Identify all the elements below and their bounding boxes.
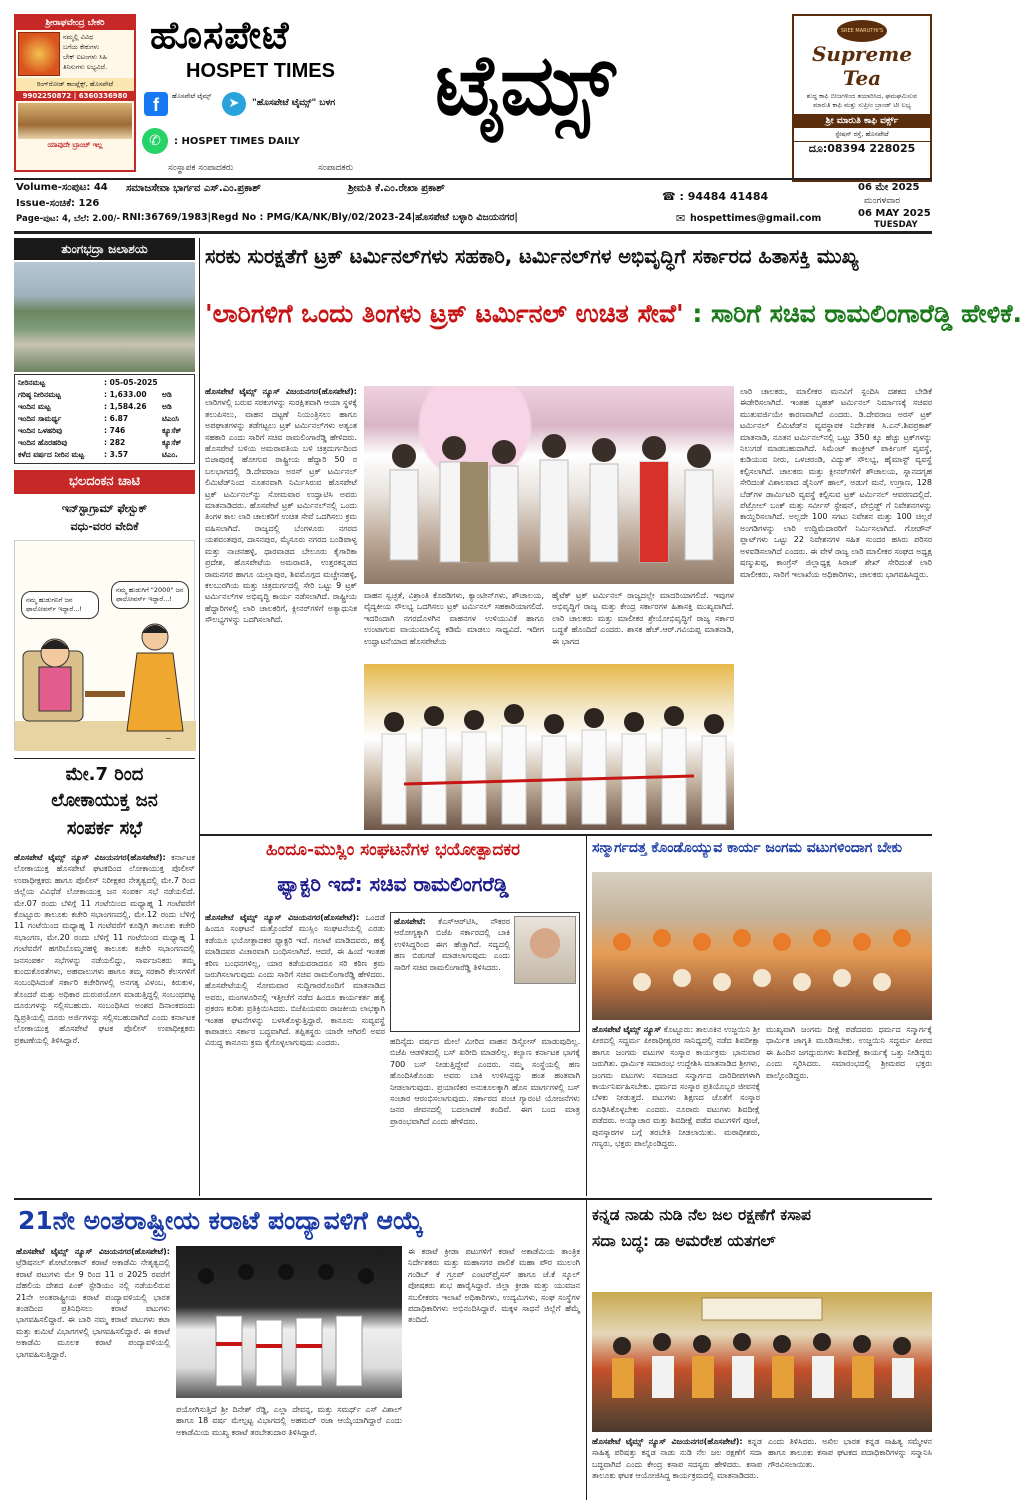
sanmarga-col2: ಮುಖ್ಯವಾಗಿ ಜಂಗಮ ದೀಕ್ಷೆ ಪಡೆದವರು ಧರ್ಮದ ಸನ್ಮಾರ್ಗಕ್ಕೆ ಧಾರ್ಮಿಕ ಜಾಗೃತಿ ಮೂಡಿಸಬೇಕು. ಉಜ್ಜಯಿನಿ ಸದ್ಧರ್ಮ ಪೀಠದ ಈ ಹಿಂದಿನ ಜಗದ್ಗುರುಗಳು ಶಿವದೀಕ್ಷೆ ಕಾರ್ಯಕ್ಕೆ ಒತ್ತು ನೀಡಿದ್ದರು ಎಂದು ಸ್ಮರಿಸಿದರು. ಸಮಾರಂಭದಲ್ಲಿ ಶ್ರೀಮಠದ ಭಕ್ತರು ಪಾಲ್ಗೊಂಡಿದ್ದರು. bbox=[766, 1025, 932, 1080]
dam-row bbox=[18, 389, 191, 401]
ad-line: ಬಗೆಯ ಕೇಕುಗಳು bbox=[63, 43, 100, 51]
speech-bubble-left: ನಮ್ಮ ಹುಡುಗನಿಗೆ ಜನ ಫಾಲೋವರ್ಸ್ ಇದ್ದಾರೆ...! bbox=[21, 591, 99, 619]
masthead-rule bbox=[14, 178, 932, 180]
minister-photo bbox=[514, 916, 576, 984]
kasapa-body: ಕನ್ನಡ ಸಾಹಿತ್ಯ ಪರಿಷತ್ತು ಕನ್ನಡ ನಾಡು ನುಡಿ ನೆಲ ಜಲ ರಕ್ಷಣೆಗೆ ಸದಾ ಬದ್ಧವಾಗಿದೆ ಎಂದು ಕೇಂದ್ರ ಕಸಾಪ ಸದಸ್ಯರು ಹೇಳಿದರು. ಕಸಾಪ ತಾಲೂಕು ಘಟಕ ಆಯೋಜಿಸಿದ್ದ ಕಾರ್ಯಕ್ರಮದಲ್ಲಿ ಮಾತನಾಡಿದರು. bbox=[592, 1437, 762, 1481]
ad-bakery-title: ಶ್ರೀರಾಘವೇಂದ್ರ ಬೇಕರಿ bbox=[16, 16, 134, 30]
whatsapp-label: : HOSPET TIMES DAILY bbox=[174, 136, 300, 147]
lead-headline2-attrib: : ಸಾರಿಗೆ ಸಚಿವ ರಾಮಲಿಂಗಾರೆಡ್ಡಿ ಹೇಳಿಕೆ. bbox=[683, 299, 1022, 328]
dam-table bbox=[14, 374, 195, 464]
dam-row-value: : 1,584.26 bbox=[104, 402, 147, 411]
day-kn: ಮಂಗಳವಾರ bbox=[864, 196, 901, 206]
crowd-graphic bbox=[364, 664, 734, 830]
lead-col2a: ವಾಹನ ಸ್ವಚ್ಛತೆ, ವಿಶ್ರಾಂತಿ ಕೊಠಡಿಗಳು, ಕ್ಯಾಂಟೀನ್‌ಗಳು, ಶೌಚಾಲಯ, ವೈದ್ಯಕೀಯ ಸೌಲಭ್ಯ ಒದಗಿಸಲು ಟ್ರಕ್ ಟರ್ಮಿನಲ್ ಸಹಕಾರಿಯಾಗಲಿದೆ. ಇದರಿಂದಾಗಿ ನಗರದೊಳಗಿನ ವಾಹನಗಳ ಉಳಿಯುವಿಕೆ ಹಾಗೂ ಉಂಟಾಗುವ ವಾಯುಮಾಲಿನ್ಯ ಕಡಿಮೆ ಮಾಡಲು ಸಾಧ್ಯವಿದೆ. ಇದೀಗ ಉದ್ಘಾಟನೆಯಾದ ಹೊಸಪೇಟೆಯ bbox=[364, 591, 544, 646]
hm-col1 bbox=[205, 912, 385, 1196]
hm-col1-text: ಒಂದಡೆ ಹಿಂದೂ ಸಂಘಟನೆ ಮತ್ತೊಂದೆಡೆ ಮುಸ್ಲಿಂ ಸಂಘಟನೆಯಲ್ಲಿ ಎರಡು ಕಡೆಯೂ ಭಯೋತ್ಪಾದಕರ ಫ್ಯಾಕ್ಟರಿ ಇದೆ. ಗಲಾಟೆ ಮಾಡಿದವರು, ಹತ್ಯೆ ಮಾಡಿದವರ ವಿಚಾರವಾಗಿ ಬಂಧಿಸಲಾಗಿದೆ. ಆದರೆ, ಈ ಹಿಂದೆ ಇಂತಹ ಕಠಿಣ ಬಂಧನಗಳಿಲ್ಲ, ಯಾರ ಕಡೆಯವರಾದರೂ ಸರಿ ಕಠಿಣ ಕ್ರಮ ಜರುಗಿಸಲಾಗುವುದು ಎಂದು ಸಾರಿಗೆ ಸಚಿವ ರಾಮಲಿಂಗಾರೆಡ್ಡಿ ಹೇಳಿದರು. ಹೊಸಪೇಟೆಯಲ್ಲಿ ಸೋಮವಾರ ಸುದ್ದಿಗಾರರೊಂದಿಗೆ ಮಾತನಾಡಿದ ಅವರು, ಮಂಗಳೂರಿನಲ್ಲಿ ಇತ್ತೀಚೆಗೆ ನಡೆದ ಹಿಂದೂ ಕಾರ್ಯಕರ್ತ ಹತ್ಯೆ ಪ್ರಕರಣ ಕುರಿತು ಪ್ರತಿಕ್ರಿಯಿಸಿದರು. ಬಿಜೆಪಿಯವರು ರಾಜಕೀಯ ಲಾಭಕ್ಕಾಗಿ ಇಂತಹ ಘಟನೆಗಳನ್ನು ಬಳಸಿಕೊಳ್ಳುತ್ತಿದ್ದಾರೆ. ಕಾನೂನು ಸುವ್ಯವಸ್ಥೆ ಕಾಪಾಡಲು ಸರ್ಕಾರ ಬದ್ಧವಾಗಿದೆ. ತಪ್ಪಿತಸ್ಥರು ಯಾರೇ ಆಗಿರಲಿ ಅವರ ವಿರುದ್ಧ ಕಾನೂನು ಕ್ರಮ ಕೈಗೊಳ್ಳಲಾಗುವುದು ಎಂದರು. bbox=[205, 913, 386, 1048]
lead-photo-top bbox=[364, 386, 734, 584]
lead-headline1: ಸರಕು ಸುರಕ್ಷತೆಗೆ ಟ್ರಕ್ ಟರ್ಮಿನಲ್‌ಗಳು ಸಹಕಾರಿ, ಟರ್ಮಿನಲ್‌ಗಳ ಅಭಿವೃದ್ಧಿಗೆ ಸರ್ಕಾರದ ಹಿತಾಸಕ್ತಿ ಮುಖ್ಯ bbox=[205, 245, 859, 268]
felicitation-group-graphic bbox=[592, 1292, 932, 1432]
hm-col2: ಹದಿನೈದು ವರ್ಷದ ಮೇಲೆ ಮೀರಿದ ವಾಹನ ಡಿಸ್ಪೋಸ್ ಮಾಡುವುದಿಲ್ಲ. ಬಿಜೆಪಿ ಆಡಳಿತದಲ್ಲಿ ಬಸ್ ಖರೀದಿ ಮಾಡಲಿಲ್ಲ. ಕಲ್ಯಾಣ ಕರ್ನಾಟಕ ಭಾಗಕ್ಕೆ 700 ಬಸ್ ನೀಡುತ್ತಿದ್ದೇವೆ ಎಂದರು. ನಮ್ಮ ಸಂಸ್ಥೆಯಲ್ಲಿ ಹಣ ಹೊಂದಿಸಿಕೊಂಡು ಅವರು ಬಾಕಿ ಉಳಿಸಿದ್ದನ್ನು ಹಂತ ಹಂತವಾಗಿ ನೀಡಲಾಗುವುದು. ಪ್ರಯಾಣಿಕರ ಅನುಕೂಲಕ್ಕಾಗಿ ಹೊಸ ಮಾರ್ಗಗಳಲ್ಲಿ ಬಸ್ ಸಂಚಾರ ಆರಂಭಿಸಲಾಗುವುದು. ಸರ್ಕಾರದ ಪಂಚ ಗ್ಯಾರಂಟಿ ಯೋಜನೆಗಳು ಜನರ ಜೀವನದಲ್ಲಿ ಬದಲಾವಣೆ ತಂದಿವೆ. ಈಗ ಬಂದ ಮಾತ್ರ ಪ್ರಾರಂಭವಾಗಿದೆ ಎಂದು ಹೇಳಿದರು. bbox=[390, 1037, 580, 1126]
ad-tea[interactable] bbox=[792, 14, 932, 182]
dam-row-label: ಇಂದಿನ ಸಾಮರ್ಥ್ಯ bbox=[18, 414, 62, 423]
sanmarga-headline: ಸನ್ಮಾರ್ಗದತ್ತ ಕೊಂಡೊಯ್ಯುವ ಕಾರ್ಯ ಜಂಗಮ ವಟುಗಳಿಂದಾಗ ಬೇಕು bbox=[592, 840, 903, 856]
masthead-title-kn: ಹೊಸಪೇಟೆ bbox=[150, 12, 290, 57]
telegram-label: "ಹೊಸಪೇಟೆ ಟೈಮ್ಸ್" ಬಳಗ bbox=[252, 98, 336, 108]
cake-image bbox=[18, 103, 132, 139]
karate-headline: 21ನೇ ಅಂತರಾಷ್ಟ್ರೀಯ ಕರಾಟೆ ಪಂದ್ಯಾವಳಿಗೆ ಆಯ್ಕೆ bbox=[18, 1206, 424, 1235]
col-divider-low bbox=[586, 1200, 587, 1500]
dam-row-value: : 282 bbox=[104, 438, 126, 447]
dam-title: ತುಂಗಭದ್ರಾ ಜಲಾಶಯ bbox=[14, 238, 195, 260]
facebook-icon[interactable]: f bbox=[144, 92, 168, 116]
dam-row-label: ಗರಿಷ್ಠ ನೀರಿನಮಟ್ಟ bbox=[18, 390, 61, 399]
dam-row-unit: ಟಿಎಂ. bbox=[162, 450, 178, 459]
editor-label: ಸಂಪಾದಕರು bbox=[318, 163, 354, 173]
dam-row-value: : 1,633.00 bbox=[104, 390, 147, 399]
kasapa-byline: ಹೊಸಪೇಟೆ ಟೈಮ್ಸ್ ನ್ಯೂಸ್ ವಿಜಯನಗರ(ಹೊಸಪೇಟೆ): bbox=[592, 1437, 743, 1446]
tea-company: ಶ್ರೀ ಮಾರುತಿ ಕಾಫಿ ವರ್ಕ್ಸ್ bbox=[794, 114, 930, 128]
sanmarga-body: ಕೊಟ್ಟೂರು: ತಾಲೂಕಿನ ಉಜ್ಜಯಿನಿ ಶ್ರೀ ಪೀಠದಲ್ಲಿ ಸದ್ಧರ್ಮ ಪೀಠಾಧೀಶ್ವರರ ಸಾನಿಧ್ಯದಲ್ಲಿ ನಡೆದ ಶಿವದೀಕ್ಷಾ ಹಾಗೂ ಜಂಗಮ ವಟುಗಳ ಸಂಸ್ಕಾರ ಕಾರ್ಯಕ್ರಮ ಭಾನುವಾರ ಜರುಗಿತು. ಧಾರ್ಮಿಕ ಸಮಾರಂಭ ಉದ್ದೇಶಿಸಿ ಮಾತನಾಡಿದ ಶ್ರೀಗಳು, ಜಂಗಮ ವಟುಗಳು ಸಮಾಜದ ಸನ್ಮಾರ್ಗದ ದಾರಿದೀಪಗಳಾಗಿ ಕಾರ್ಯನಿರ್ವಹಿಸಬೇಕು. ಧರ್ಮದ ಸಂಸ್ಕಾರ ಪ್ರತಿಯೊಬ್ಬರ ಜೀವನಕ್ಕೆ ಬೆಳಕು ನೀಡುತ್ತದೆ. ವಟುಗಳು ಶಿಕ್ಷಣದ ಜೊತೆಗೆ ಸಂಸ್ಕಾರ ರೂಢಿಸಿಕೊಳ್ಳಬೇಕು ಎಂದರು. ನೂರಾರು ವಟುಗಳು ಶಿವದೀಕ್ಷೆ ಪಡೆದರು. ಅಯ್ಯಾಚಾರ ಮತ್ತು ಶಿವದೀಕ್ಷೆ ಪಡೆದ ವಟುಗಳಿಗೆ ಪೂಜೆ, ಪುನಸ್ಕಾರಗಳ ಬಗ್ಗೆ ತರಬೇತಿ ನೀಡಲಾಯಿತು. ಮಠಾಧೀಶರು, ಗಣ್ಯರು, ಭಕ್ತರು ಪಾಲ್ಗೊಂಡಿದ್ದರು. bbox=[592, 1025, 760, 1149]
cartoon-panel bbox=[14, 540, 195, 750]
kasapa-headline1: ಕನ್ನಡ ನಾಡು ನುಡಿ ನೆಲ ಜಲ ರಕ್ಷಣೆಗೆ ಕಸಾಪ bbox=[592, 1206, 811, 1224]
tea-address: ಸ್ಟೇಷನ್ ರಸ್ತೆ, ಹೊಸಪೇಟೆ bbox=[835, 130, 889, 138]
section-rule-low bbox=[14, 1198, 932, 1200]
col-divider-left bbox=[199, 238, 200, 1196]
email-icon[interactable]: ✉ bbox=[676, 212, 686, 225]
date-kn: 06 ಮೇ 2025 bbox=[858, 182, 920, 193]
masthead-title-en: HOSPET TIMES bbox=[186, 60, 335, 82]
date-en: 06 MAY 2025 bbox=[858, 208, 931, 219]
dam-row bbox=[18, 425, 191, 437]
cartoon-title: ಭಲದಂಕನ ಚಾಟಿ bbox=[14, 470, 195, 494]
lokayukta-title1: ಮೇ.7 ರಿಂದ bbox=[65, 764, 144, 785]
dam-row-value: : 746 bbox=[104, 426, 126, 435]
dam-row-label: ಇಂದಿನ ಒಳಹರಿವು bbox=[18, 426, 63, 435]
speech-bubble-right: ನಮ್ಮ ಹುಡುಗಿಗೆ "2000" ಜನ ಫಾಲೋವರ್ಸ್ ಇದ್ದಾರೆ...! bbox=[111, 581, 189, 609]
day-en: TUESDAY bbox=[874, 220, 918, 230]
tea-desc: ಶುದ್ಧ ಕಾಫಿ ಬೀಜಗಳಿಂದ ತಯಾರಿಸಿದ, ಘಮಘಮಿಸುವ ಮಾರುತಿ ಕಾಫಿ ಮತ್ತು ಸುಪ್ರೀಂ ಬ್ರಾಂಡ್ ಟೀ ಲಭ್ಯ bbox=[806, 92, 918, 109]
dam-row-value: : 05-05-2025 bbox=[104, 378, 158, 387]
volume: Volume-ಸಂಪುಟ: 44 bbox=[16, 182, 108, 193]
sanmarga-photo bbox=[592, 872, 932, 1020]
email[interactable]: hospettimes@gmail.com bbox=[690, 213, 822, 224]
hm-quote-box bbox=[390, 912, 580, 1032]
lokayukta-body: ಕರ್ನಾಟಕ ಲೋಕಾಯುಕ್ತ ಹೊಸಪೇಟೆ ಘಟಕದಿಂದ ಲೋಕಾಯುಕ್ತ ಪೊಲೀಸ್ ಉಪಾಧೀಕ್ಷಕರು ಹಾಗೂ ಪೊಲೀಸ್ ನಿರೀಕ್ಷಕರ ನೇತೃತ್ವದಲ್ಲಿ ಮೇ.7 ರಿಂದ ಜಿಲ್ಲೆಯ ವಿವಿಧೆಡೆ ಲೋಕಾಯುಕ್ತ ಜನ ಸಂಪರ್ಕ ಸಭೆ ನಡೆಯಲಿದೆ. ಮೇ.07 ರಂದು ಬೆಳಿಗ್ಗೆ 11 ಗಂಟೆಯಿಂದ ಮಧ್ಯಾಹ್ನ 1 ಗಂಟೆವರೆಗೆ ಕೊಟ್ಟೂರು ತಾಲೂಕು ಕಚೇರಿ ಸಭಾಂಗಣದಲ್ಲಿ, ಮೇ.12 ರಂದು ಬೆಳಿಗ್ಗೆ 11 ಗಂಟೆಯಿಂದ ಮಧ್ಯಾಹ್ನ 1 ಗಂಟೆವರೆಗೆ ಕೂಡ್ಲಿಗಿ ತಾಲೂಕು ಕಚೇರಿ ಸಭಾಂಗಣ, ಮೇ.20 ರಂದು ಬೆಳಿಗ್ಗೆ 11 ಗಂಟೆಯಿಂದ ಮಧ್ಯಾಹ್ನ 1 ಗಂಟೆವರೆಗೆ ಹಗರಿಬೊಮ್ಮನಹಳ್ಳಿ ತಾಲೂಕು ಕಚೇರಿ ಸಭಾಂಗಣದಲ್ಲಿ ಜನಸಂಪರ್ಕ ಸಭೆಗಳನ್ನು ನಡೆಯಲಿದ್ದು, ಸಾರ್ವಜನಿಕರು ತಮ್ಮ ಕುಂದುಕೊರತೆಗಳು, ಅಹವಾಲುಗಳು ಹಾಗೂ ತಮ್ಮ ಸರಕಾರಿ ಕೆಲಸಗಳಿಗೆ ಸಂಬಂಧಿಸಿದಂತೆ ಸರ್ಕಾರಿ ಕಚೇರಿಗಳಲ್ಲಿ ಅನಗತ್ಯ ವಿಳಂಬ, ಕಿರುಕುಳ, ತೊಂದರೆ ಮತ್ತು ಅಧಿಕಾರ ದುರುಪಯೋಗ ಮಾಡುತ್ತಿದ್ದಲ್ಲಿ ಸಂಬಂಧಪಟ್ಟ ದೂರುಗಳನ್ನು ಸಲ್ಲಿಸಬಹುದು. ಸಂಬಂಧಿಸಿದ ಅಂಶದ ದಿನಾಂಕದಂದು ದ್ವಿಪ್ರತಿಯಲ್ಲಿ ದೂರು ಅರ್ಜಿಗಳನ್ನು ಸಲ್ಲಿಸಬಹುದಾಗಿದೆ ಎಂದು ಕರ್ನಾಟಕ ಲೋಕಾಯುಕ್ತ ಹೊಸಪೇಟೆ ಘಟಕ ಪೊಲೀಸ್ ಉಪಾಧೀಕ್ಷಕರು ಪ್ರಕಟಣೆಯಲ್ಲಿ ತಿಳಿಸಿದ್ದಾರೆ. bbox=[14, 853, 196, 1045]
ad-bakery-address: ರಿಂಗ್‌ರೋಡ್ ಕಾಂಪ್ಲೆಕ್ಸ್, ಹೊಸಪೇಟೆ bbox=[16, 78, 134, 91]
cartoon-drawing bbox=[15, 541, 196, 751]
lead-col1-text: ಲಾರಿಗಳಲ್ಲಿ ಬರುವ ಸರಕುಗಳನ್ನು ಸುರಕ್ಷಿತವಾಗಿ ಆಯಾ ಸ್ಥಳಕ್ಕೆ ತಲುಪಿಸಲು, ವಾಹನ ದಟ್ಟಣೆ ನಿಯಂತ್ರಿಸಲು ಹಾಗೂ ಅಪಘಾತಗಳನ್ನು ತಡೆಗಟ್ಟಲು ಟ್ರಕ್ ಟರ್ಮಿನಲ್‌ಗಳು ಅತ್ಯಂತ ಸಹಕಾರಿ ಎಂದು ಸಾರಿಗೆ ಸಚಿವ ರಾಮಲಿಂಗಾರೆಡ್ಡಿ ಹೇಳಿದರು. ಹೊಸಪೇಟೆ ಬಳಿಯ ಅಮರಾವತಿಯ ಬಳಿ ಚಿತ್ರದುರ್ಗದಿಂದ ಬಿಜಾಪುರಕ್ಕೆ ಹೋಗುವ ರಾಷ್ಟ್ರೀಯ ಹೆದ್ದಾರಿ 50 ರ ಬಲಭಾಗದಲ್ಲಿ ಡಿ.ದೇವರಾಜ ಅರಸ್ ಟ್ರಕ್ ಟರ್ಮಿನಲ್ ಲಿಮಿಟೆಡ್‌ನಿಂದ ನೂತನವಾಗಿ ನಿರ್ಮಿಸಿರುವ ಹೊಸಪೇಟೆ ಟ್ರಕ್ ಟರ್ಮಿನಲ್‌ನ್ನು ಸೋಮವಾರ ಉದ್ಘಾಟಿಸಿ ಅವರು ಮಾತನಾಡಿದರು. ಹೊಸಪೇಟೆ ಟ್ರಕ್ ಟರ್ಮಿನಲ್‌ನಲ್ಲಿ ಒಂದು ತಿಂಗಳ ಕಾಲ ಲಾರಿ ಚಾಲಕರಿಗೆ ಉಚಿತ ಸೇವೆ ಒದಗಿಸಲು ಕ್ರಮ ವಹಿಸಲಾಗಿದೆ. ರಾಜ್ಯದಲ್ಲಿ ಬೆಂಗಳೂರು ನಗರದ ಯಶವಂತಪುರ, ದಾಸನಪುರ, ಮೈಸೂರು ನಗರದ ಬಂಡಿಪಾಳ್ಯ ಮತ್ತು ನಾಚನಹಳ್ಳಿ, ಧಾರವಾಡದ ಬೇಲೂರು ಕೈಗಾರಿಕಾ ಪ್ರದೇಶ, ಹೊಸಪೇಟೆಯ ಅಮರಾವತಿ, ಉತ್ತರಕನ್ನಡದ ರಾಮನಗರ ಹಾಗೂ ಯಲ್ಲಾಪುರ, ಶಿವಮೊಗ್ಗದ ಮಚ್ಚೇನಹಳ್ಳಿ, ಕಲಬುರಗಿಯ ಮತ್ತು ಚಿತ್ರದುರ್ಗದಲ್ಲಿ ಸೇರಿ ಒಟ್ಟು 9 ಟ್ರಕ್ ಟರ್ಮಿನಲ್‌ಗಳ ಅಭಿವೃದ್ಧಿ ಕಾರ್ಯ ನಡೆಸಲಾಗಿದೆ. ರಾಷ್ಟ್ರೀಯ ಹೆದ್ದಾರಿಗಳಲ್ಲಿ ಲಾರಿ ಚಾಲಕರಿಗೆ, ಕ್ಲೀನರ್‌ಗಳಿಗೆ ಅತ್ಯಾಧುನಿಕ ಸೌಲಭ್ಯಗಳನ್ನು ಒದಗಿಸಲಾಗಿದೆ. bbox=[205, 398, 357, 625]
hm-byline: ಹೊಸಪೇಟೆ ಟೈಮ್ಸ್ ನ್ಯೂಸ್ ವಿಜಯನಗರ(ಹೊಸಪೇಟೆ): bbox=[205, 913, 360, 922]
seated-gathering-graphic bbox=[592, 872, 932, 1020]
dam-row-unit: ಅಡಿ bbox=[162, 402, 172, 411]
lokayukta-title3: ಸಂಪರ್ಕ ಸಭೆ bbox=[66, 818, 143, 839]
ad-line: ತಿನಿಸುಗಳು ಲಭ್ಯವಿದೆ. bbox=[63, 63, 108, 71]
people-group-graphic bbox=[364, 386, 734, 584]
dam-row-value: : 3.57 bbox=[104, 450, 129, 459]
kasapa-photo bbox=[592, 1292, 932, 1432]
lead-photo-bottom bbox=[364, 664, 734, 830]
dam-row-label: ನೀರಿನಮಟ್ಟ bbox=[18, 378, 46, 387]
karate-col1 bbox=[16, 1246, 170, 1500]
dam-row bbox=[18, 449, 191, 461]
pages-price: Page-ಪುಟ: 4, ಬೆಲೆ: 2.00/- bbox=[16, 214, 121, 224]
sanmarga-byline: ಹೊಸಪೇಟೆ ಟೈಮ್ಸ್ ನ್ಯೂಸ್ bbox=[592, 1025, 662, 1034]
editor-name: ಶ್ರೀಮತಿ ಕೆ.ಎಂ.ರೇಖಾ ಪ್ರಕಾಶ್ bbox=[348, 183, 445, 194]
lokayukta-byline: ಹೊಸಪೇಟೆ ಟೈಮ್ಸ್ ನ್ಯೂಸ್ ವಿಜಯನಗರ(ಹೊಸಪೇಟೆ): bbox=[14, 853, 166, 862]
sanmarga-col1 bbox=[592, 1024, 760, 1196]
dam-row-unit: ಕ್ಯೂಸೆಕ್ bbox=[162, 426, 182, 435]
lead-headline2 bbox=[205, 296, 1022, 332]
hm-quote-byline: ಹೊಸಪೇಟೆ: bbox=[394, 917, 426, 926]
karate-team-graphic bbox=[176, 1246, 402, 1398]
facebook-label: ಹೊಸಪೇಟೆ ಟೈಮ್ಸ್ bbox=[172, 92, 212, 100]
dam-row bbox=[18, 401, 191, 413]
lead-headline2-quote: 'ಲಾರಿಗಳಿಗೆ ಒಂದು ತಿಂಗಳು ಟ್ರಕ್ ಟರ್ಮಿನಲ್ ಉಚಿತ ಸೇವೆ' bbox=[205, 299, 684, 328]
dam-photo bbox=[14, 262, 195, 372]
kasapa-col1 bbox=[592, 1436, 762, 1500]
issue: Issue-ಸಂಚಿಕೆ: 126 bbox=[16, 198, 100, 209]
tea-logo: SREE MARUTHI'S bbox=[837, 20, 887, 42]
dam-row bbox=[18, 377, 191, 389]
hm-headline1: ಹಿಂದೂ-ಮುಸ್ಲಿಂ ಸಂಘಟನೆಗಳ ಭಯೋತ್ಪಾದಕರ bbox=[265, 840, 521, 860]
tea-brand: Supreme Tea bbox=[811, 42, 913, 90]
dam-row-label: ಇಂದಿನ ಹೊರಹರಿವು bbox=[18, 438, 68, 447]
dam-row-value: : 6.87 bbox=[104, 414, 129, 423]
ad-bakery-phones: 9902250872 | 6360336980 bbox=[16, 91, 134, 101]
dam-row-unit: ಟಿಎಂಸಿ bbox=[162, 414, 180, 423]
deity-image bbox=[18, 32, 60, 76]
tea-phone: ದೂ:08394 228025 bbox=[794, 141, 930, 156]
dam-row bbox=[18, 437, 191, 449]
karate-caption: ಪಯೋಗಿಸುತ್ತಿದೆ ಶ್ರೀ ದಿನೇಶ್ ರೆಡ್ಡಿ, ಎಲ್ಲಾ ದೇವನ್ನ, ಮತ್ತು ಸಮರ್ಥ್ ಎಸ್ ವಿಶಾಲ್ ಹಾಗೂ 18 ವರ್ಷ ಮೇಲ್ಪಟ್ಟ ವಿಭಾಗದಲ್ಲಿ ಅಹಮದ್ ರಜಾ ಆಯ್ಕೆಯಾಗಿದ್ದಾರೆ ಎಂದು ಅಕಾಡೆಮಿಯ ಮುಖ್ಯ ಕರಾಟೆ ತರಬೇತುದಾರ ತಿಳಿಸಿದ್ದಾರೆ. bbox=[176, 1405, 402, 1437]
karate-byline: ಹೊಸಪೇಟೆ ಟೈಮ್ಸ್ ನ್ಯೂಸ್ ವಿಜಯನಗರ(ಹೊಸಪೇಟೆ): bbox=[16, 1247, 170, 1256]
ad-line: ನಮ್ಮಲ್ಲಿ ವಿವಿಧ bbox=[63, 33, 94, 41]
kasapa-col2: ಎಂದು ತಿಳಿಸಿದರು. ಅಖಿಲ ಭಾರತ ಕನ್ನಡ ಸಾಹಿತ್ಯ ಸಮ್ಮೇಳನ ಹಾಗೂ ತಾಲೂಕು ಕಸಾಪ ಘಟಕದ ಪದಾಧಿಕಾರಿಗಳನ್ನು ಸನ್ಮಾನಿಸಿ ಗೌರವಿಸಲಾಯಿತು. bbox=[768, 1437, 932, 1469]
dam-row-label: ಇಂದಿನ ಮಟ್ಟ bbox=[18, 402, 51, 411]
col-divider-mid bbox=[586, 836, 587, 1196]
telegram-icon[interactable]: ➤ bbox=[222, 92, 246, 116]
ad-bakery-footer: ಯಾವುದೇ ಬ್ರಾಂಚ್ ಇಲ್ಲ bbox=[47, 141, 103, 149]
ad-bakery[interactable] bbox=[14, 14, 136, 172]
masthead-big-title: ಟೈಮ್ಸ್ bbox=[435, 35, 614, 134]
left-divider bbox=[14, 758, 195, 759]
section-rule-mid bbox=[200, 834, 932, 836]
dam-row-unit: ಕ್ಯೂಸೆಕ್ bbox=[162, 438, 182, 447]
whatsapp-icon[interactable]: ✆ bbox=[142, 128, 168, 154]
founder-name: ಸಮಾಜಸೇವಾ ಭಾರ್ಗವ ಎಸ್.ಎಂ.ಪ್ರಕಾಶ್ bbox=[126, 183, 261, 194]
lead-col1 bbox=[205, 386, 357, 838]
cartoon-subtitle2: ವಧು-ವರರ ವೇದಿಕೆ bbox=[70, 520, 139, 533]
phone: ☎ : 94484 41484 bbox=[662, 190, 769, 203]
karate-col1-text: ಟ್ರೆಡಿಷನಲ್ ಶೋಟೋಕಾನ್ ಕರಾಟೆ ಅಕಾಡೆಮಿ ನೇತೃತ್ವದಲ್ಲಿ ಕರಾಟೆ ಪಟುಗಳು ಮೇ 9 ರಿಂದ 11 ರ 2025 ರವರೆಗೆ ದೆಹಲಿಯ ದೇಶದ ಪಿಂಕ್ ಸ್ಟೇಡಿಯಂ ನಲ್ಲಿ ನಡೆಯಲಿರುವ 21ನೇ ಅಂತರಾಷ್ಟ್ರೀಯ ಕರಾಟೆ ಪಂದ್ಯಾವಳಿಯಲ್ಲಿ ಭಾರತ ತಂಡದಿಂದ ಪ್ರತಿನಿಧಿಸಲು ಕರಾಟೆ ಪಟುಗಳು ಭಾಗವಹಿಸಲಿದ್ದಾರೆ. ಈ ಬಾರಿ ನಮ್ಮ ಕರಾಟೆ ಪಟುಗಳು ಕಟಾ ಮತ್ತು ಕುಮಿಟೆ ವಿಭಾಗಗಳಲ್ಲಿ ಭಾಗವಹಿಸಲಿದ್ದಾರೆ. ಈ ಕರಾಟೆ ಅಕಾಡೆಮಿ ಮೂಲಕ ಕರಾಟೆ ಪಂದ್ಯಾವಳಿಯಲ್ಲಿ ಭಾಗವಹಿಸುತ್ತಿದ್ದಾರೆ. bbox=[16, 1258, 170, 1359]
hm-headline2: ಫ್ಯಾಕ್ಟರಿ ಇದೆ: ಸಚಿವ ರಾಮಲಿಂಗರೆಡ್ಡಿ bbox=[277, 872, 509, 896]
kasapa-headline2: ಸದಾ ಬದ್ಧ: ಡಾ ಅಮರೇಶ ಯತಗಲ್ bbox=[592, 1232, 776, 1250]
founder-label: ಸಂಸ್ಥಾಪಕ ಸಂಪಾದಕರು bbox=[168, 163, 234, 173]
lead-col2b: ಹೈಟೆಕ್ ಟ್ರಕ್ ಟರ್ಮಿನಲ್ ರಾಜ್ಯದಲ್ಲೇ ಮಾದರಿಯಾಗಲಿದೆ. ಇವುಗಳ ಅಭಿವೃದ್ಧಿಗೆ ರಾಜ್ಯ ಮತ್ತು ಕೇಂದ್ರ ಸರ್ಕಾರಗಳ ಹಿತಾಸಕ್ತಿ ಮುಖ್ಯವಾಗಿದೆ. ಲಾರಿ ಚಾಲಕರು ಮತ್ತು ಮಾಲೀಕರ ಶ್ರೇಯೋಭಿವೃದ್ಧಿಗೆ ರಾಜ್ಯ ಸರ್ಕಾರ ಬದ್ಧತೆ ಹೊಂದಿದೆ ಎಂದರು. ಶಾಸಕ ಹೆಚ್.ಆರ್.ಗವಿಯಪ್ಪ ಮಾತನಾಡಿ, ಈ ಭಾಗದ bbox=[552, 591, 734, 646]
lokayukta-title2: ಲೋಕಾಯುಕ್ತ ಜನ bbox=[51, 790, 158, 811]
lead-col3: ಲಾರಿ ಚಾಲಕರು, ಮಾಲೀಕರ ಮನವಿಗೆ ಸ್ಪಂದಿಸಿ ದಶಕದ ಬೇಡಿಕೆ ಈಡೇರಿಸಲಾಗಿದೆ. ಇಂತಹ ಬೃಹತ್ ಟರ್ಮಿನಲ್ ನಿರ್ಮಾಣಕ್ಕೆ ಸಚಿವರ ಮುತುವರ್ಜಿಯೇ ಕಾರಣವಾಗಿದೆ ಎಂದರು. ಡಿ.ದೇವರಾಜ ಅರಸ್ ಟ್ರಕ್ ಟರ್ಮಿನಲ್ ಲಿಮಿಟೆಡ್‌ನ ವ್ಯವಸ್ಥಾಪಕ ನಿರ್ದೇಶಕ ಸಿ.ಎನ್.ಶಿವಪ್ರಕಾಶ್ ಮಾತನಾಡಿ, ನೂತನ ಟರ್ಮಿನಲ್‌ನಲ್ಲಿ ಒಟ್ಟು 350 ಕ್ಕೂ ಹೆಚ್ಚು ಟ್ರಕ್‌ಗಳನ್ನು ನಿಲುಗಡೆ ಮಾಡಬಹುದಾಗಿದೆ. ಸಿಮೆಂಟ್ ಕಾಂಕ್ರೀಟ್ ಪಾರ್ಕಿಂಗ್ ವ್ಯವಸ್ಥೆ, ಕುಡಿಯುವ ನೀರು, ಒಳಚರಂಡಿ, ವಿದ್ಯುತ್ ಸೌಲಭ್ಯ, ಹೈಮಾಸ್ಟ್ ವ್ಯವಸ್ಥೆ ಕಲ್ಪಿಸಲಾಗಿದೆ. ಚಾಲಕರು ಮತ್ತು ಕ್ಲೀನರ್‌ಗಳಿಗೆ ಶೌಚಾಲಯ, ಸ್ನಾನದಗೃಹ ಸೇರಿದಂತೆ ವಿಶಾಲವಾದ ಡೈನಿಂಗ್ ಹಾಲ್, ಅಡುಗೆ ಮನೆ, ಉಗ್ರಾಣ, 128 ಬೆಡ್‌ಗಳ ಡಾರ್ಮಿಟರಿ ವ್ಯವಸ್ಥೆ ಕಲ್ಪಿಸುವ ಟ್ರಕ್ ಟರ್ಮಿನಲ್ ಆವರಣದಲ್ಲಿದೆ. ಪೆಟ್ರೋಲ್ ಬಂಕ್ ಮತ್ತು ಸರ್ವೀಸ್ ಸ್ಟೇಷನ್, ವೇಬ್ರಿಡ್ಜ್‌ ಗೆ ನಿವೇಶನಗಳನ್ನು ಕಾಯ್ದಿರಿಸಲಾಗಿದೆ. ಅಲ್ಲದೇ 100 ಸಗಟು ನಿವೇಶನ ಮತ್ತು 100 ಚಿಲ್ಲರೆ ಅಂಗಡಿಗಳನ್ನು ಲಾರಿ ಉದ್ದಿಮೆದಾರರಿಗೆ ನಿರ್ಮಿಸಲಾಗಿದೆ. ಗೋಡೌನ್ ಪ್ಲಾಟ್‌ಗಳು ಒಟ್ಟು 22 ನಿವೇಶನಗಳ ಸಹಿತ ಸುಂದರ ಹಸಿರು ಪರಿಸರ ಅಳವಡಿಸಲಾಗಿದೆ ಎಂದರು. ಈ ವೇಳೆ ರಾಜ್ಯ ಲಾರಿ ಮಾಲೀಕರ ಸಂಘದ ಅಧ್ಯಕ್ಷ ಷಣ್ಮುಖಪ್ಪ, ಕಾಂಗ್ರೆಸ್ ಜಿಲ್ಲಾಧ್ಯಕ್ಷ ಸಿರಾಜ್ ಶೇಖ್ ಸೇರಿದಂತೆ ಲಾರಿ ಮಾಲೀಕರು, ಸಾರಿಗೆ ಇಲಾಖೆಯ ಅಧಿಕಾರಿಗಳು, ಚಾಲಕರು ಭಾಗವಹಿಸಿದ್ದರು. bbox=[740, 387, 932, 579]
karate-col2: ಈ ಕರಾಟೆ ಕ್ರೀಡಾ ಪಟುಗಳಿಗೆ ಕರಾಟೆ ಅಕಾಡೆಮಿಯ ತಾಂತ್ರಿಕ ನಿರ್ದೇಶಕರು ಮತ್ತು ಮಹಾನಗರ ಪಾಲಿಕೆ ಮಹಾ ಪೌರ ಮುಲಂಗಿ ಗಂಡಿಬ್ ಕೆ ಗ್ರೂಪ್ ಎಂಟರ್‌ಪ್ರೈಸಸ್ ಹಾಗೂ ಜೆ.ಕೆ ಸ್ಕೂಲ್ ಪೋಷಕರು ಶುಭ ಹಾರೈಸಿದ್ದಾರೆ. ಜಿಲ್ಲಾ ಕ್ರೀಡಾ ಮತ್ತು ಯುವಜನ ಸಬಲೀಕರಣ ಇಲಾಖೆ ಅಧಿಕಾರಿಗಳು, ಉದ್ಯಮಿಗಳು, ಸಂಘ ಸಂಸ್ಥೆಗಳ ಪದಾಧಿಕಾರಿಗಳು ಅಭಿನಂದಿಸಿದ್ದಾರೆ. ಮಕ್ಕಳ ಸಾಧನೆ ಜಿಲ್ಲೆಗೆ ಹೆಮ್ಮೆ ತಂದಿದೆ. bbox=[408, 1247, 580, 1325]
dam-row-unit: ಅಡಿ bbox=[162, 390, 172, 399]
lead-byline: ಹೊಸಪೇಟೆ ಟೈಮ್ಸ್ ನ್ಯೂಸ್ ವಿಜಯನಗರ(ಹೊಸಪೇಟೆ): bbox=[205, 387, 357, 396]
karate-photo bbox=[176, 1246, 402, 1398]
svg-text:~: ~ bbox=[165, 734, 172, 743]
cartoon-subtitle1: ಇನ್‌ಸ್ಟಾಗ್ರಾಮ್ ಫೇಸ್ಬುಕ್ bbox=[61, 502, 148, 515]
hm-quote-text: ಕೆಎಸ್‌ಆರ್‌ಟಿಸಿ, ನೌಕರರ ಆರೋಗ್ಯಕ್ಕಾಗಿ ಬಿಜೆಪಿ ಸರ್ಕಾರದಲ್ಲಿ ಬಾಕಿ ಉಳಿಸಿದ್ದರಿಂದ ಈಗ ಹೆಚ್ಚಾಗಿದೆ. ಸದ್ಯದಲ್ಲಿ ಹಣ ಬಿಡುಗಡೆ ಮಾಡಲಾಗುವುದು ಎಂದು ಸಾರಿಗೆ ಸಚಿವ ರಾಮಲಿಂಗಾರೆಡ್ಡಿ ತಿಳಿಸಿದರು. bbox=[394, 917, 511, 972]
masthead-bottom-rule bbox=[14, 231, 932, 234]
reg-line: RNI:36769/1983|Regd No : PMG/KA/NK/Bly/02/2023-24|ಹೊಸಪೇಟೆ ಬಳ್ಳಾರಿ ವಿಜಯನಗರ| bbox=[122, 212, 518, 223]
dam-row-label: ಕಳೆದ ವರ್ಷದ ನೀರಿನ ಮಟ್ಟ bbox=[18, 450, 85, 459]
dam-row bbox=[18, 413, 191, 425]
ad-line: ಬೇಕ್ ಐಟಂಗಳು ಸಿಹಿ bbox=[63, 53, 108, 61]
